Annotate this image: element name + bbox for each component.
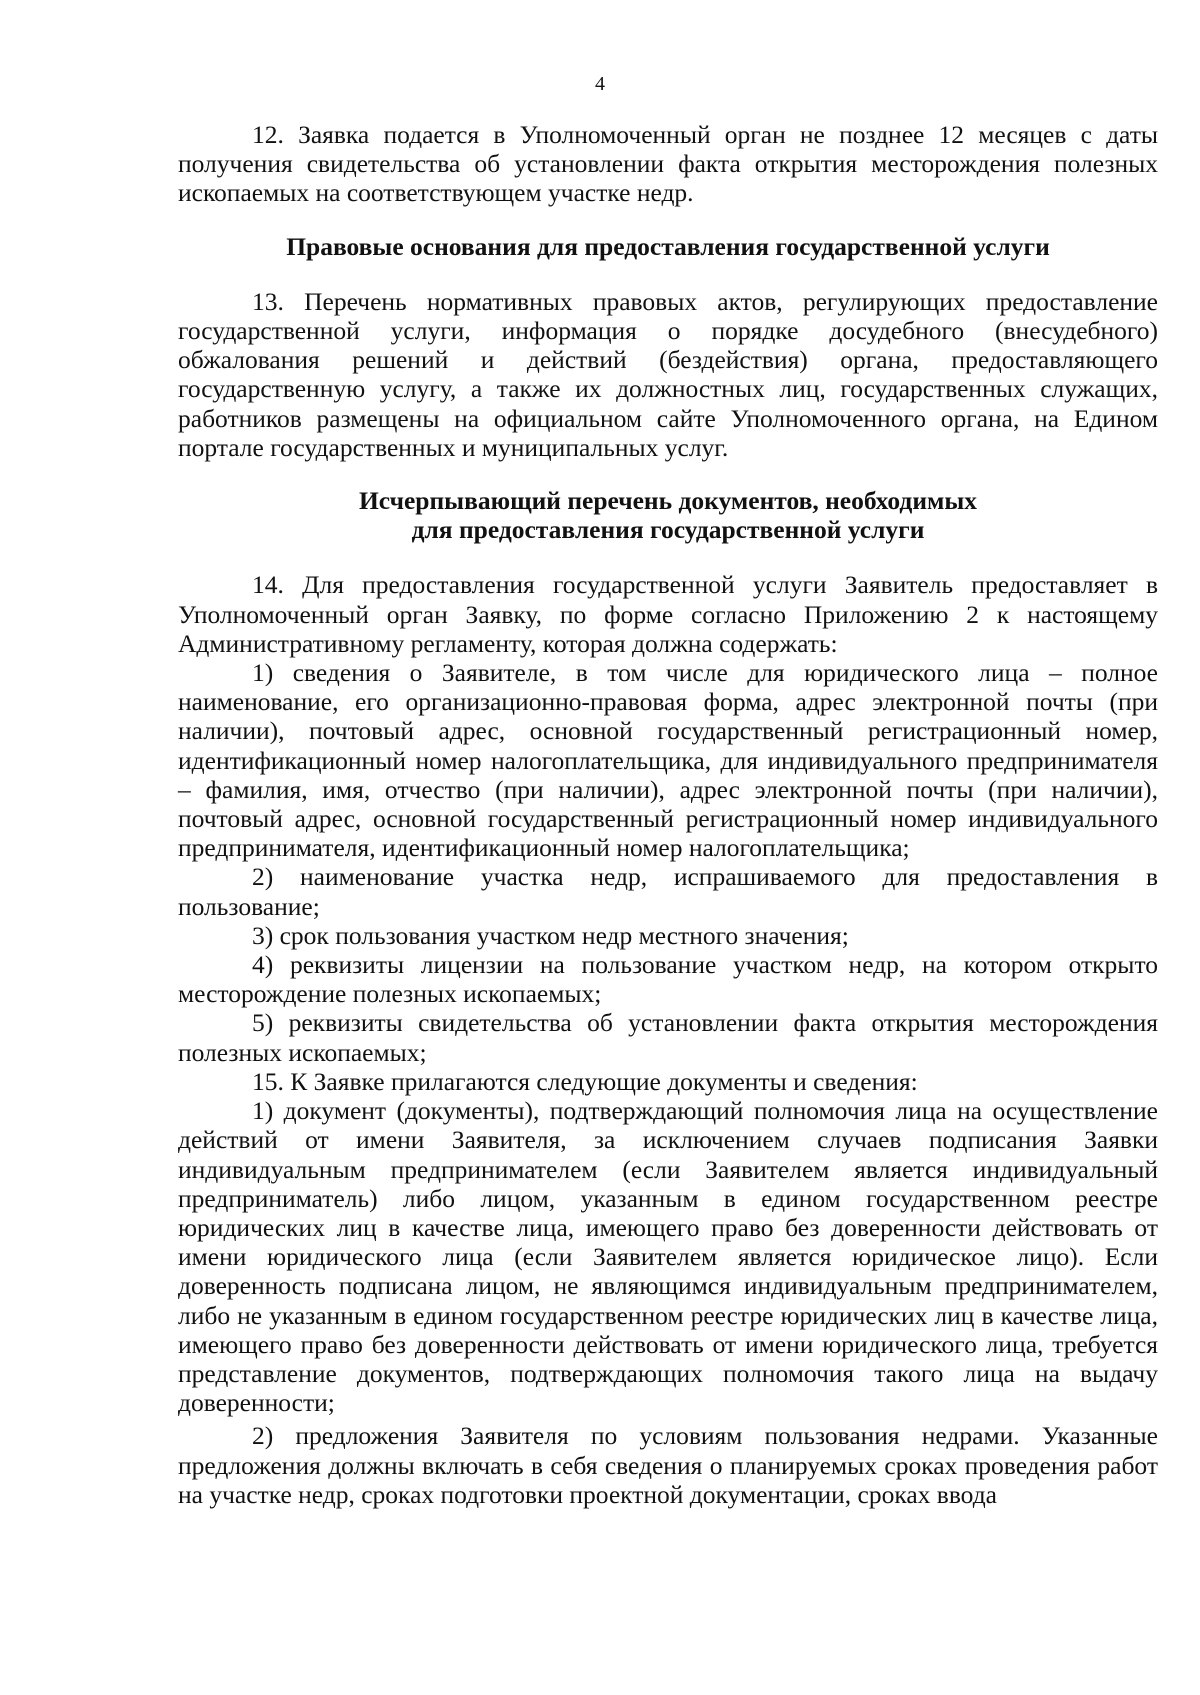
paragraph-15: 15. К Заявке прилагаются следующие документы и сведения: [252, 1066, 918, 1096]
paragraph-14: 14. Для предоставления государственной услуги Заявитель предоставляет в Уполномоченный орган Заявку, по форме согласно Приложению 2 к настоящему Административному регламенту, которая должна содержать: [178, 570, 1158, 658]
heading-documents-line-2: для предоставления государственной услуги [411, 515, 925, 545]
paragraph-15-item-1: 1) документ (документы), подтверждающий полномочия лица на осуществление действий от имени Заявителя, за исключением случаев подписания Заявки индивидуальным предпринимателем (если Заявителем является индивидуальный предприниматель) либо лицом, указанным в едином государственном реестре юридических лиц в качестве лица, имеющего право без доверенности действовать от имени юридического лица (если Заявителем является юридическое лицо). Если доверенность подписана лицом, не являющимся индивидуальным предпринимателем, либо не указанным в едином государственном реестре юридических лиц в качестве лица, имеющего право без доверенности действовать от имени юридического лица, требуется представление документов, подтверждающих полномочия такого лица на выдачу доверенности; [178, 1096, 1158, 1418]
paragraph-15-item-2: 2) предложения Заявителя по условиям пользования недрами. Указанные предложения должны включать в себя сведения о планируемых сроках проведения работ на участке недр, сроках подготовки проектной документации, сроках ввода [178, 1421, 1158, 1509]
paragraph-14-item-1: 1) сведения о Заявителе, в том числе для юридического лица – полное наименование, его организационно-правовая форма, адрес электронной почты (при наличии), почтовый адрес, основной государственный регистрационный номер, идентификационный номер налогоплательщика, для индивидуального предпринимателя – фамилия, имя, отчество (при наличии), адрес электронной почты (при наличии), почтовый адрес, основной государственный регистрационный номер индивидуального предпринимателя, идентификационный номер налогоплательщика; [178, 658, 1158, 863]
heading-documents-list [178, 486, 1158, 544]
page-number: 4 [595, 73, 605, 95]
heading-documents-line-1: Исчерпывающий перечень документов, необходимых [358, 486, 978, 516]
heading-legal-grounds: Правовые основания для предоставления государственной услуги [286, 231, 1050, 261]
paragraph-14-item-2: 2) наименование участка недр, испрашиваемого для предоставления в пользование; [178, 862, 1158, 921]
paragraph-14-item-3: 3) срок пользования участком недр местного значения; [252, 920, 849, 950]
paragraph-14-item-5: 5) реквизиты свидетельства об установлении факта открытия месторождения полезных ископаемых; [178, 1008, 1158, 1067]
paragraph-13: 13. Перечень нормативных правовых актов, регулирующих предоставление государственной услуги, информация о порядке досудебного (внесудебного) обжалования решений и действий (бездействия) органа, предоставляющего государственную услугу, а также их должностных лиц, государственных служащих, работников размещены на официальном сайте Уполномоченного органа, на Едином портале государственных и муниципальных услуг. [178, 286, 1158, 462]
paragraph-14-item-4: 4) реквизиты лицензии на пользование участком недр, на котором открыто месторождение полезных ископаемых; [178, 950, 1158, 1009]
paragraph-12: 12. Заявка подается в Уполномоченный орган не позднее 12 месяцев с даты получения свидетельства об установлении факта открытия месторождения полезных ископаемых на соответствующем участке недр. [178, 120, 1158, 208]
document-body [178, 120, 1158, 1509]
